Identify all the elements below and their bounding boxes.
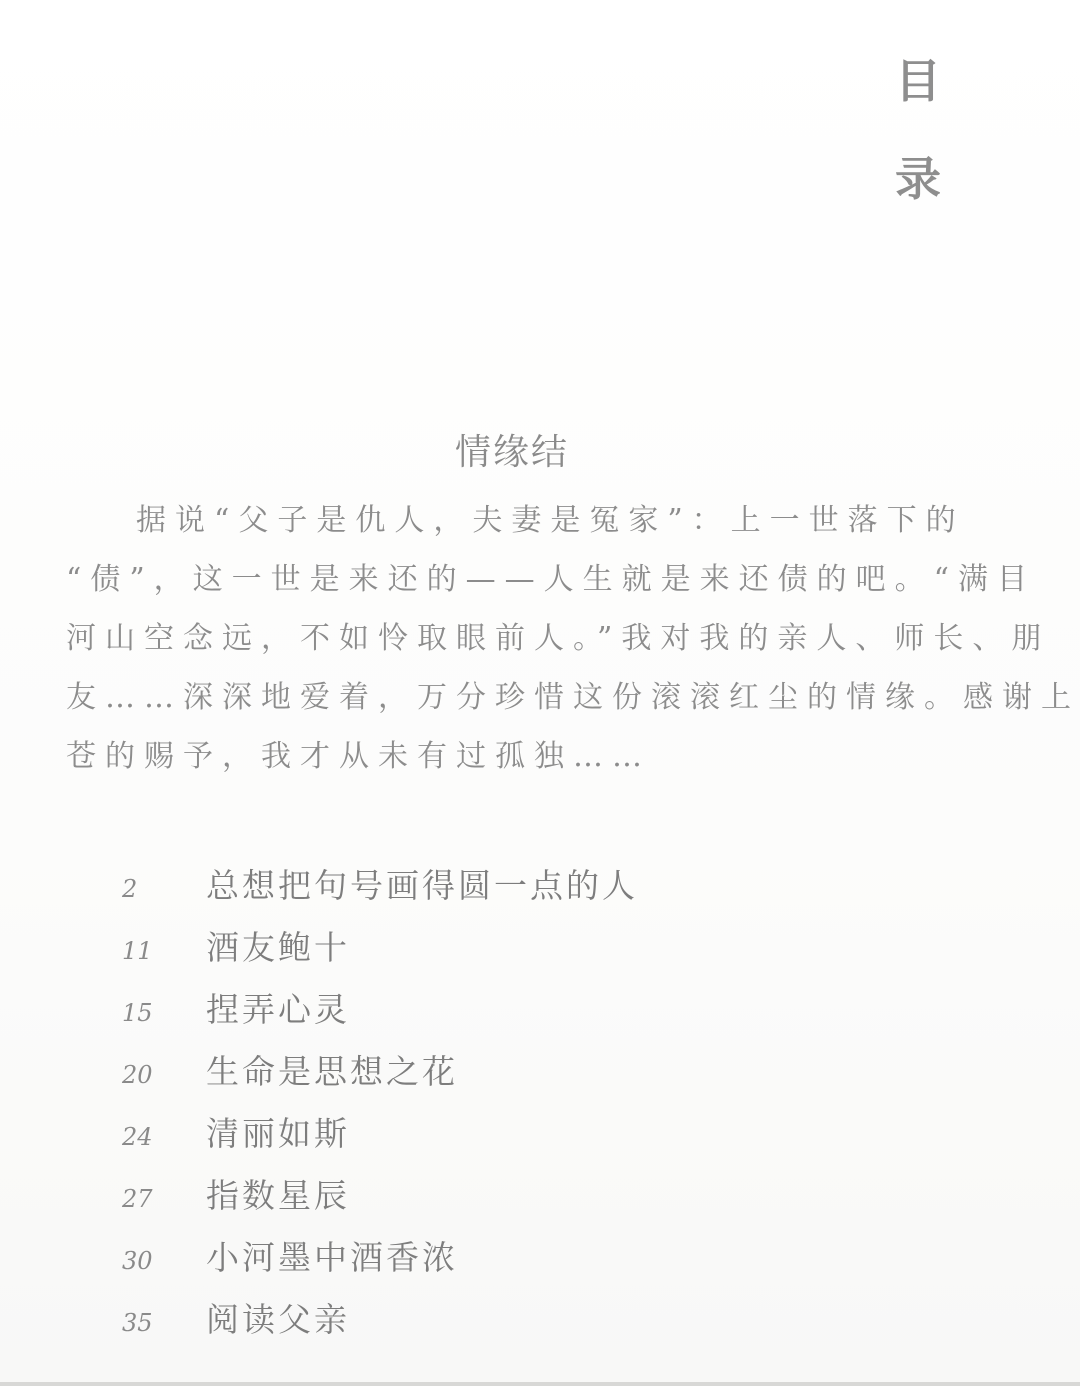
intro-line: 据说“父子是仇人，夫妻是冤家”：上一世落下的 (136, 503, 965, 538)
chapter-page-number: 24 (122, 1123, 153, 1151)
chapter-entry (110, 1108, 810, 1170)
chapter-entry (110, 1170, 810, 1232)
chapter-entry (110, 1046, 810, 1108)
chapter-page-number: 15 (122, 999, 153, 1027)
chapter-entry (110, 984, 810, 1046)
chapter-page-number: 2 (122, 875, 138, 903)
chapter-title: 生命是思想之花 (206, 1052, 458, 1091)
page-bottom-edge (0, 1382, 1080, 1386)
chapter-entry (110, 1294, 810, 1356)
section-intro-paragraph (66, 503, 1080, 801)
chapter-entry (110, 922, 810, 984)
chapter-title: 指数星辰 (206, 1176, 350, 1215)
toc-title-char-1: 目 (895, 54, 941, 108)
chapter-page-number: 20 (122, 1061, 153, 1089)
chapter-page-number: 35 (122, 1309, 153, 1337)
chapter-title: 捏弄心灵 (206, 990, 350, 1029)
intro-line: 苍的赐予，我才从未有过孤独…… (66, 739, 651, 774)
chapter-title: 酒友鲍十 (206, 928, 350, 967)
chapter-title: 总想把句号画得圆一点的人 (206, 866, 638, 905)
chapter-title: 阅读父亲 (206, 1300, 350, 1339)
toc-title (888, 54, 948, 206)
intro-line: 河山空念远，不如怜取眼前人。”我对我的亲人、师长、朋 (66, 621, 1051, 656)
chapter-page-number: 30 (122, 1247, 153, 1275)
chapter-title: 小河墨中酒香浓 (206, 1238, 458, 1277)
intro-line: “债”，这一世是来还的——人生就是来还债的吧。“满目 (66, 562, 1037, 597)
chapter-page-number: 27 (122, 1185, 153, 1213)
chapter-entry (110, 860, 810, 922)
chapter-entry (110, 1232, 810, 1294)
chapter-page-number: 11 (122, 937, 153, 965)
chapter-title: 清丽如斯 (206, 1114, 350, 1153)
section-heading: 情缘结 (454, 432, 569, 473)
intro-line: 友……深深地爱着，万分珍惜这份滚滚红尘的情缘。感谢上 (66, 680, 1080, 715)
chapter-list (110, 860, 810, 1356)
toc-title-char-2: 录 (895, 152, 941, 206)
